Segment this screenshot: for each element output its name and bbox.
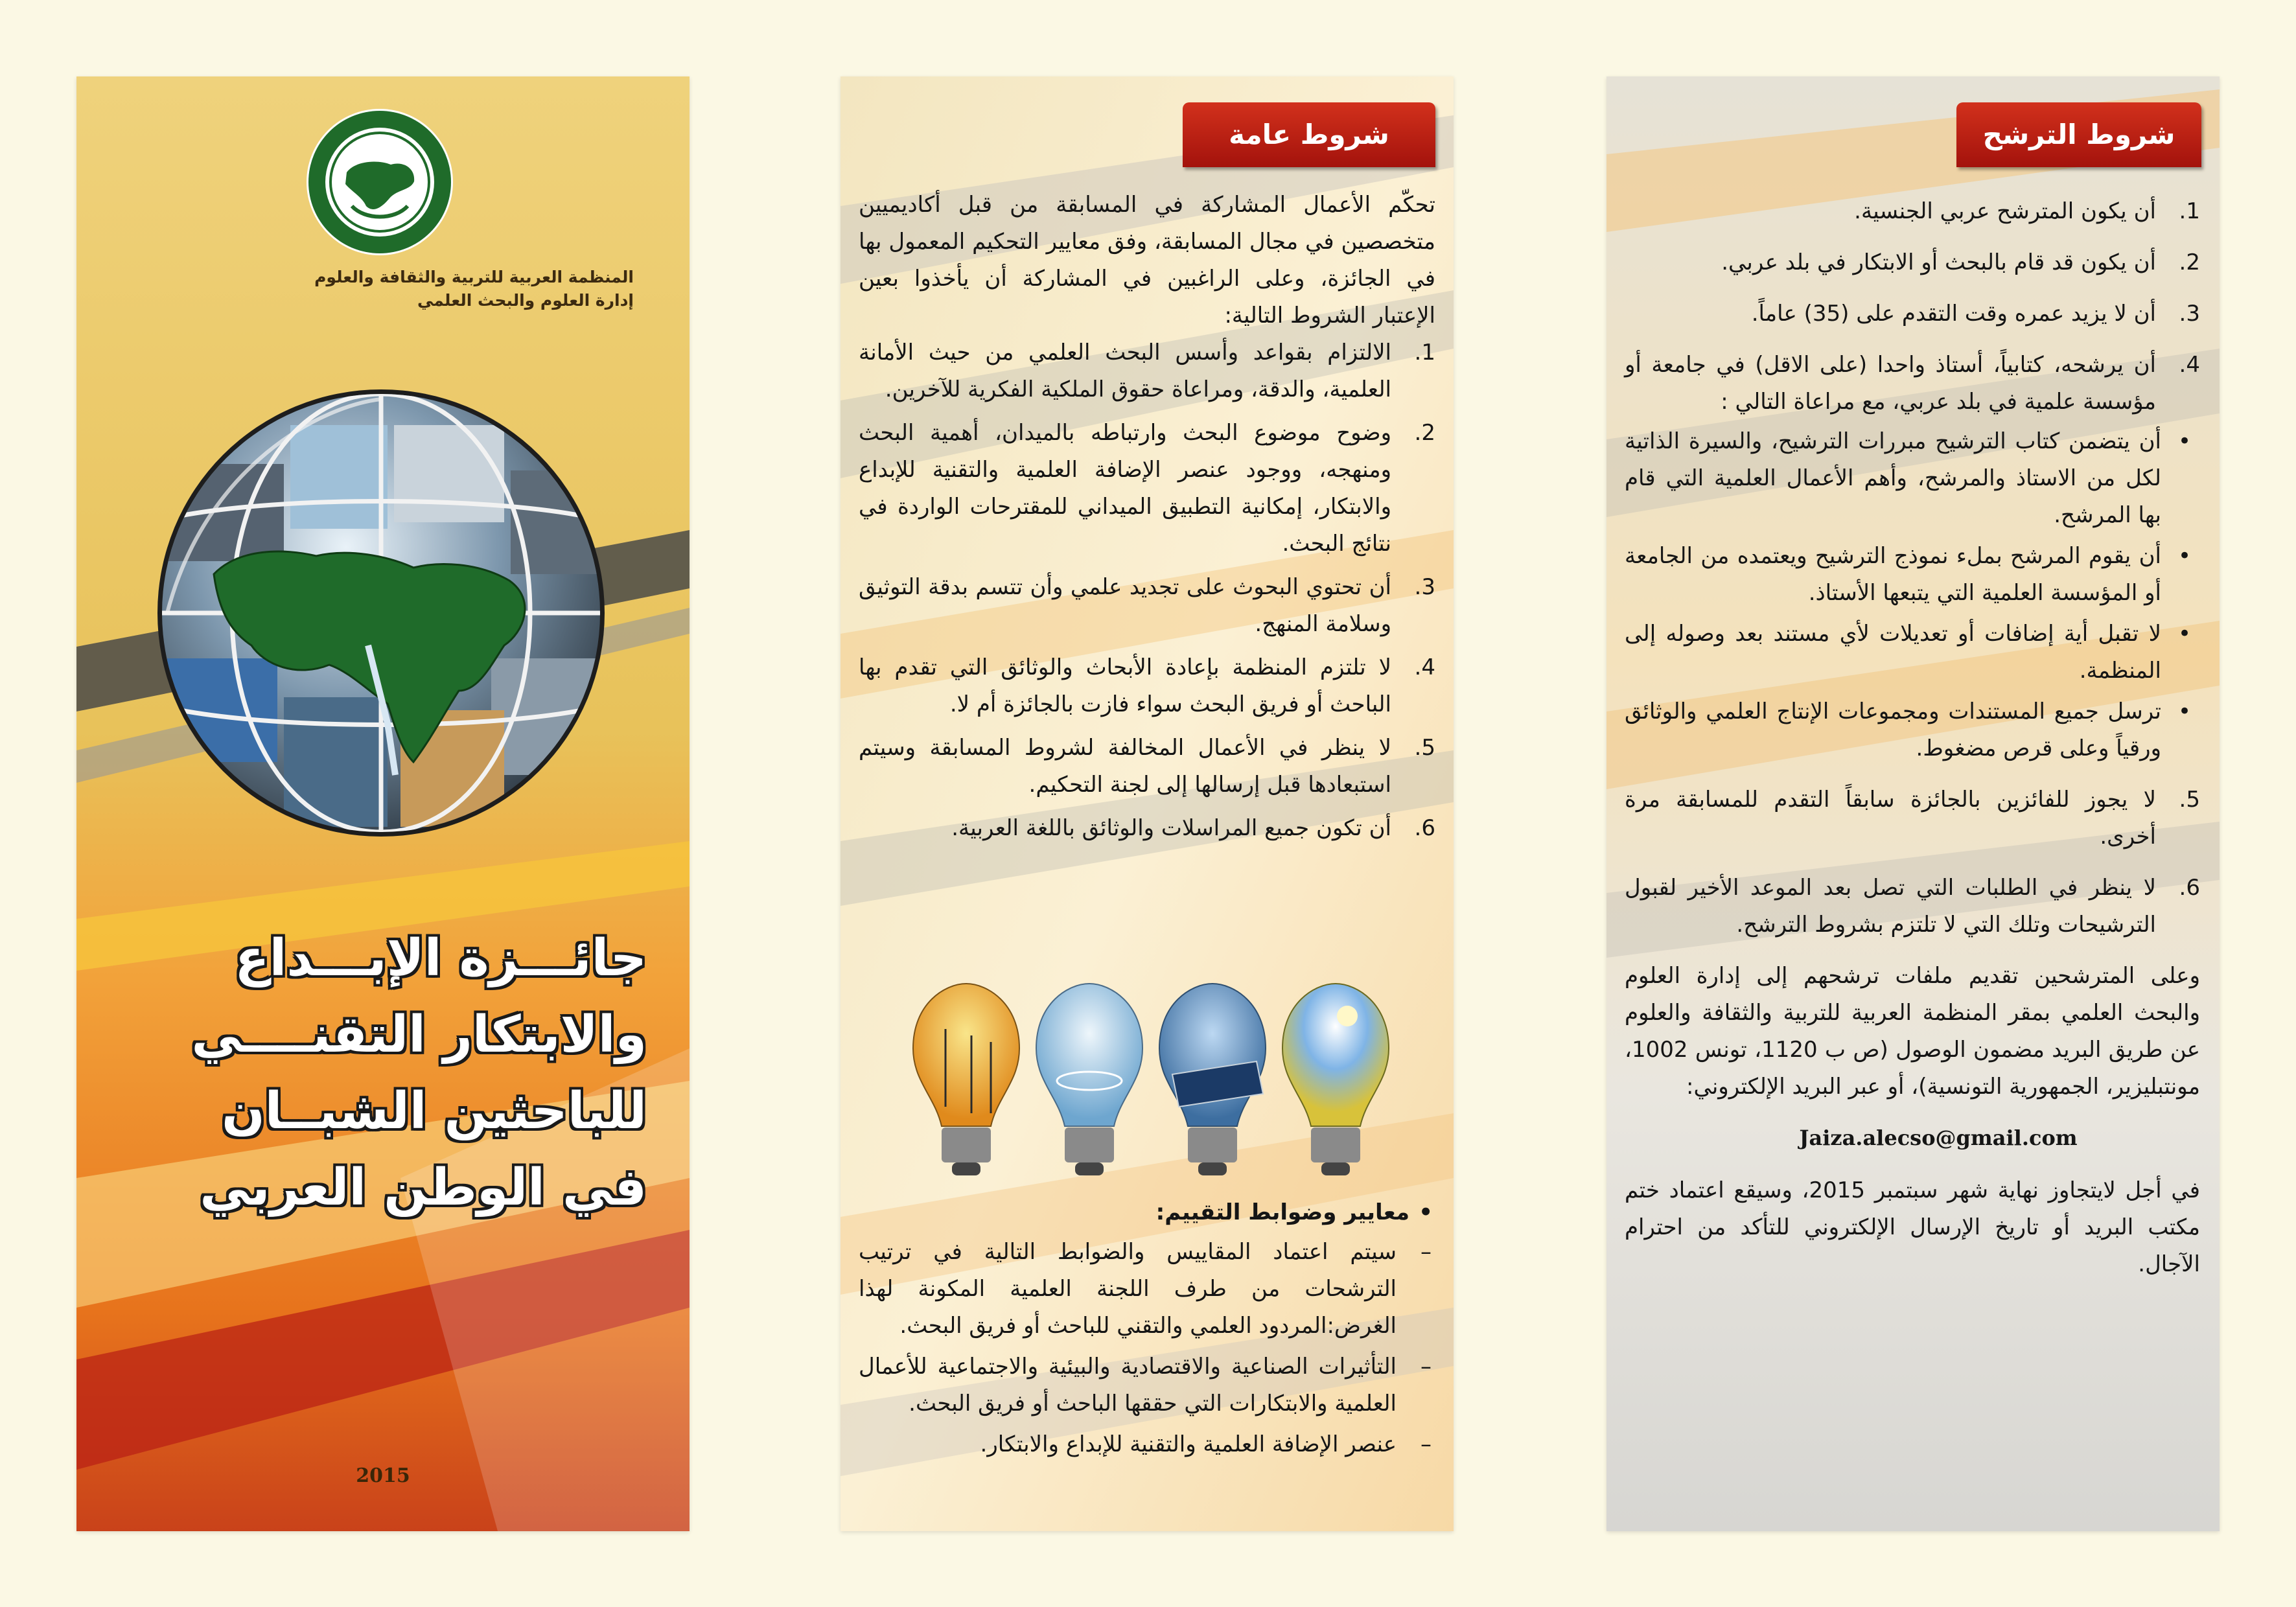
item-text: لا ينظر في الأعمال المخالفة لشروط المسابقة وسيتم استبعادها قبل إرسالها إلى لجنة التحكيم.	[859, 735, 1391, 798]
item-number: 2.	[2179, 249, 2200, 275]
item-text: أن يكون قد قام بالبحث أو الابتكار في بلد عربي.	[1721, 249, 2156, 275]
candidacy-conditions-text	[1625, 193, 2200, 1283]
item-number: 5.	[1414, 735, 1435, 761]
list-item	[1625, 295, 2200, 332]
item-text: لا يجوز للفائزين بالجائزة سابقاً التقدم للمسابقة مرة أخرى.	[1625, 787, 2156, 850]
cover-title	[76, 920, 647, 1226]
item-text: أن لا يزيد عمره وقت التقدم على (35) عاماً.	[1751, 301, 2156, 327]
list-item: – التأثيرات الصناعية والاقتصادية والبيئية والاجتماعية للأعمال العلمية والابتكارات التي حققها الباحث أو فريق البحث.	[859, 1348, 1435, 1422]
list-item	[859, 334, 1435, 408]
list-item	[1625, 193, 2200, 230]
bulb-wind-icon	[913, 984, 1019, 1175]
bulb-water-icon	[1036, 984, 1142, 1175]
submission-instructions: وعلى المترشحين تقديم ملفات ترشحهم إلى إدارة العلوم والبحث العلمي بمقر المنظمة العربية للتربية والثقافة والعلوم عن طريق البريد مضمون الوصول (ص ب 1120، تونس 1002، مونتبليزير، الجمهورية التونسية)، أو عبر البريد الإلكتروني:	[1625, 963, 2200, 1100]
list-item: • ترسل جميع المستندات ومجموعات الإنتاج العلمي والوثائق ورقياً وعلى قرص مضغوط.	[1625, 693, 2200, 767]
cover-title-line: جائـــزة الإبـــداع	[235, 929, 647, 988]
candidacy-conditions-list	[1625, 193, 2200, 421]
list-item	[859, 730, 1435, 804]
list-item	[1625, 244, 2200, 281]
contact-email[interactable]: Jaiza.alecso@gmail.com	[1799, 1126, 2078, 1150]
list-item: – عنصر الإضافة العلمية والتقنية للإبداع والابتكار.	[859, 1426, 1435, 1463]
item-number: 1.	[2179, 198, 2200, 224]
general-conditions-text	[859, 187, 1435, 853]
item-number: 6.	[2179, 875, 2200, 901]
bulb-field-icon	[1282, 984, 1389, 1175]
list-item	[1625, 347, 2200, 421]
item-text: وضوح موضوع البحث وارتباطه بالميدان، أهمية البحث ومنهجه، ووجود عنصر الإضافة العلمية والتقنية للإبداع والابتكار، إمكانية التطبيق الميداني للمقترحات الواردة في نتائج البحث.	[859, 420, 1391, 557]
cover-title-line: والابتكار التقنــــي	[191, 1006, 647, 1064]
general-conditions-heading: شروط عامة	[1183, 102, 1435, 167]
organization-name: المنظمة العربية للتربية والثقافة والعلوم	[314, 268, 634, 286]
candidacy-conditions-panel	[1606, 76, 2220, 1531]
candidacy-conditions-heading: شروط الترشح	[1956, 102, 2201, 167]
item-text: لا ينظر في الطلبات التي تصل بعد الموعد الأخير لقبول الترشيحات وتلك التي لا تلتزم بشروط الترشح.	[1625, 875, 2156, 938]
globe-illustration	[154, 386, 608, 840]
list-item	[1625, 781, 2200, 855]
list-item: • لا تقبل أية إضافات أو تعديلات لأي مستند بعد وصوله إلى المنظمة.	[1625, 616, 2200, 689]
item-text: أن يرشحه، كتابياً، أستاذ واحدا (على الاقل) في جامعة أو مؤسسة علمية في بلد عربي، مع مراعاة التالي :	[1625, 352, 2156, 415]
general-conditions-list	[859, 334, 1435, 847]
cover-panel	[76, 76, 690, 1531]
evaluation-criteria	[859, 1194, 1435, 1467]
item-number: 6.	[1414, 815, 1435, 841]
deadline-notice: في أجل لايتجاوز نهاية شهر سبتمبر 2015، وسيقع اعتماد ختم مكتب البريد أو تاريخ الإرسال الإلكتروني للتأكد من احترام الآجال.	[1625, 1177, 2200, 1277]
organization-logo	[307, 109, 453, 255]
item-text: أن تكون جميع المراسلات والوثائق باللغة العربية.	[951, 815, 1391, 841]
light-bulbs-illustration	[900, 977, 1393, 1210]
item-number: 2.	[1414, 420, 1435, 446]
general-intro: تحكّم الأعمال المشاركة في المسابقة من قبل أكاديميين متخصصين في مجال المسابقة، وفق معايير التحكيم المعمول بها في الجائزة، وعلى الراغبين في المشاركة أن يأخذوا بعين الإعتبار الشروط التالية:	[859, 192, 1435, 329]
general-conditions-panel	[841, 76, 1454, 1531]
item-number: 1.	[1414, 340, 1435, 365]
list-item	[859, 415, 1435, 562]
item-number: 3.	[1414, 574, 1435, 600]
item-text: أن تحتوي البحوث على تجديد علمي وأن تتسم بدقة التوثيق وسلامة المنهج.	[859, 574, 1391, 637]
list-item	[859, 569, 1435, 643]
evaluation-title: • معايير وضوابط التقييم:	[859, 1194, 1435, 1231]
cover-year: 2015	[356, 1464, 410, 1487]
item-number: 4.	[1414, 654, 1435, 680]
evaluation-list	[859, 1234, 1435, 1463]
list-item	[1625, 870, 2200, 943]
list-item: • أن يقوم المرشح بملء نموذج الترشيح ويعتمده من الجامعة أو المؤسسة العلمية التي يتبعها الأستاذ.	[1625, 538, 2200, 612]
cover-title-line: للباحثين الشبــان	[222, 1082, 647, 1140]
list-item: – سيتم اعتماد المقاييس والضوابط التالية في ترتيب الترشحات من طرف اللجنة العلمية المكونة لهذا الغرض:المردود العلمي والتقني للباحث أو فريق البحث.	[859, 1234, 1435, 1345]
bulb-solar-icon	[1159, 984, 1266, 1175]
item-text: الالتزام بقواعد وأسس البحث العلمي من حيث الأمانة العلمية، والدقة، ومراعاة حقوق الملكية الفكرية للآخرين.	[859, 340, 1391, 402]
item-number: 4.	[2179, 352, 2200, 378]
candidacy-sub-list	[1625, 423, 2200, 767]
item-number: 3.	[2179, 301, 2200, 327]
list-item: • أن يتضمن كتاب الترشيح مبررات الترشيح، والسيرة الذاتية لكل من الاستاذ والمرشح، وأهم الأعمال العلمية التي قام بها المرشح.	[1625, 423, 2200, 534]
cover-title-line: في الوطن العربي	[200, 1159, 647, 1217]
item-text: أن يكون المترشح عربي الجنسية.	[1854, 198, 2156, 224]
department-name: إدارة العلوم والبحث العلمي	[417, 291, 634, 310]
organization-name-block	[128, 266, 634, 312]
candidacy-conditions-list-continued	[1625, 781, 2200, 943]
list-item	[859, 649, 1435, 723]
item-number: 5.	[2179, 787, 2200, 813]
list-item	[859, 810, 1435, 847]
item-text: لا تلتزم المنظمة بإعادة الأبحاث والوثائق التي تقدم بها الباحث أو فريق البحث سواء فازت بالجائزة أم لا.	[859, 654, 1391, 717]
